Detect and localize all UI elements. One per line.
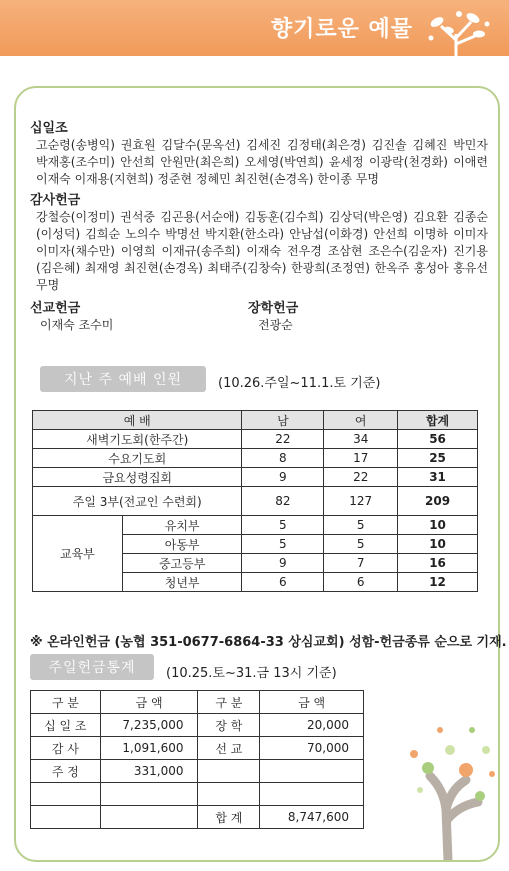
col-header: 남	[242, 411, 324, 430]
tithe-title: 십일조	[30, 121, 68, 136]
mission-names: 이재숙 조수미	[40, 318, 114, 332]
col-header: 금 액	[260, 691, 364, 714]
attendance-table	[32, 410, 478, 592]
scholarship-title: 장학헌금	[248, 301, 299, 316]
cell: 82	[242, 487, 324, 516]
cell: 5	[242, 535, 324, 554]
table-row	[31, 783, 364, 806]
offering-period: (10.25.토~31.금 13시 기준)	[166, 666, 337, 681]
cell-total: 10	[398, 516, 478, 535]
category	[198, 783, 260, 806]
offering-pill: 주일헌금통계	[30, 654, 154, 680]
cell: 8	[242, 449, 324, 468]
table-row	[31, 760, 364, 783]
category: 주 정	[31, 760, 101, 783]
mission-section	[30, 300, 113, 334]
row-label: 중고등부	[122, 554, 242, 573]
cell: 7	[324, 554, 398, 573]
header-banner	[0, 0, 509, 56]
attendance-pill: 지난 주 예배 인원	[40, 366, 206, 392]
col-header: 금 액	[100, 691, 198, 714]
table-header-row	[31, 691, 364, 714]
amount: 331,000	[100, 760, 198, 783]
amount: 70,000	[260, 737, 364, 760]
cell: 6	[242, 573, 324, 592]
total-amount: 8,747,600	[260, 806, 364, 829]
category	[31, 806, 101, 829]
category	[31, 783, 101, 806]
amount	[100, 806, 198, 829]
cell: 9	[242, 468, 324, 487]
cell: 5	[324, 516, 398, 535]
table-row	[31, 714, 364, 737]
table-row	[33, 516, 478, 535]
category: 십 일 조	[31, 714, 101, 737]
table-row	[33, 468, 478, 487]
amount	[260, 760, 364, 783]
tithe-section	[30, 120, 488, 188]
table-row	[31, 737, 364, 760]
mission-title: 선교헌금	[30, 301, 81, 316]
row-label: 유치부	[122, 516, 242, 535]
cell: 9	[242, 554, 324, 573]
col-header: 구 분	[198, 691, 260, 714]
amount	[260, 783, 364, 806]
tithe-names: 고순령(송병익) 권효원 김달수(문옥선) 김세진 김정태(최은경) 김진솔 김혜진 박민자 박재홍(조수미) 안선희 안원만(최은희) 오세영(박연희) 윤세정 이광락(천경화) 이애련 이재숙 이재용(지현희) 정준현 정혜민 최진현(손경옥) 한이종 무명	[36, 138, 488, 186]
cell: 5	[324, 535, 398, 554]
amount	[100, 783, 198, 806]
amount: 7,235,000	[100, 714, 198, 737]
cell-total: 16	[398, 554, 478, 573]
scholarship-section	[248, 300, 298, 334]
row-label: 청년부	[122, 573, 242, 592]
cell: 6	[324, 573, 398, 592]
amount: 20,000	[260, 714, 364, 737]
col-header: 예 배	[33, 411, 242, 430]
offering-table	[30, 690, 364, 829]
cell-total: 25	[398, 449, 478, 468]
row-label: 아동부	[122, 535, 242, 554]
cell: 22	[324, 468, 398, 487]
thanks-title: 감사헌금	[30, 193, 81, 208]
attendance-period: (10.26.주일~11.1.토 기준)	[218, 376, 381, 391]
category	[198, 760, 260, 783]
category: 감 사	[31, 737, 101, 760]
page-title: 향기로운 예물	[270, 17, 413, 42]
thanks-names: 강철승(이정미) 권석중 김곤용(서순애) 김동훈(김수희) 김상덕(박은영) 김요환 김종순(이성덕) 김희순 노의수 박명선 박지환(한소라) 안남섭(이화경) 안선희 이명하 이미자 이미자(채수만) 이영희 이재규(송주희) 이재숙 전우경 조삼현 조은수(김운자) 진기용(김은혜) 최재영 최진현(손경옥) 최태주(김창숙) 한광희(조정연) 한옥주 홍성아 홍유선 무명	[36, 210, 488, 292]
tree-sprout-icon	[411, 4, 501, 56]
col-header: 합계	[398, 411, 478, 430]
edu-label: 교육부	[33, 516, 123, 592]
row-label: 금요성령집회	[33, 468, 242, 487]
cell-total: 12	[398, 573, 478, 592]
cell-total: 31	[398, 468, 478, 487]
cell: 34	[324, 430, 398, 449]
row-label: 새벽기도회(한주간)	[33, 430, 242, 449]
table-header-row	[33, 411, 478, 430]
cell-total: 56	[398, 430, 478, 449]
cell-total: 209	[398, 487, 478, 516]
row-label: 수요기도회	[33, 449, 242, 468]
table-row	[33, 487, 478, 516]
tree-illustration-icon	[400, 710, 500, 860]
scholarship-names: 전광순	[258, 318, 293, 332]
cell: 17	[324, 449, 398, 468]
table-row	[31, 806, 364, 829]
category: 장 학	[198, 714, 260, 737]
row-label: 주일 3부(전교인 수련회)	[33, 487, 242, 516]
category: 선 교	[198, 737, 260, 760]
col-header: 구 분	[31, 691, 101, 714]
table-row	[33, 449, 478, 468]
amount: 1,091,600	[100, 737, 198, 760]
cell: 22	[242, 430, 324, 449]
cell-total: 10	[398, 535, 478, 554]
online-offering-notice: ※ 온라인헌금 (농협 351-0677-6864-33 상심교회) 성함-헌금종류 순으로 기재.	[30, 635, 507, 650]
cell: 5	[242, 516, 324, 535]
thanks-section	[30, 192, 488, 294]
col-header: 여	[324, 411, 398, 430]
total-label: 합 계	[198, 806, 260, 829]
table-row	[33, 430, 478, 449]
cell: 127	[324, 487, 398, 516]
